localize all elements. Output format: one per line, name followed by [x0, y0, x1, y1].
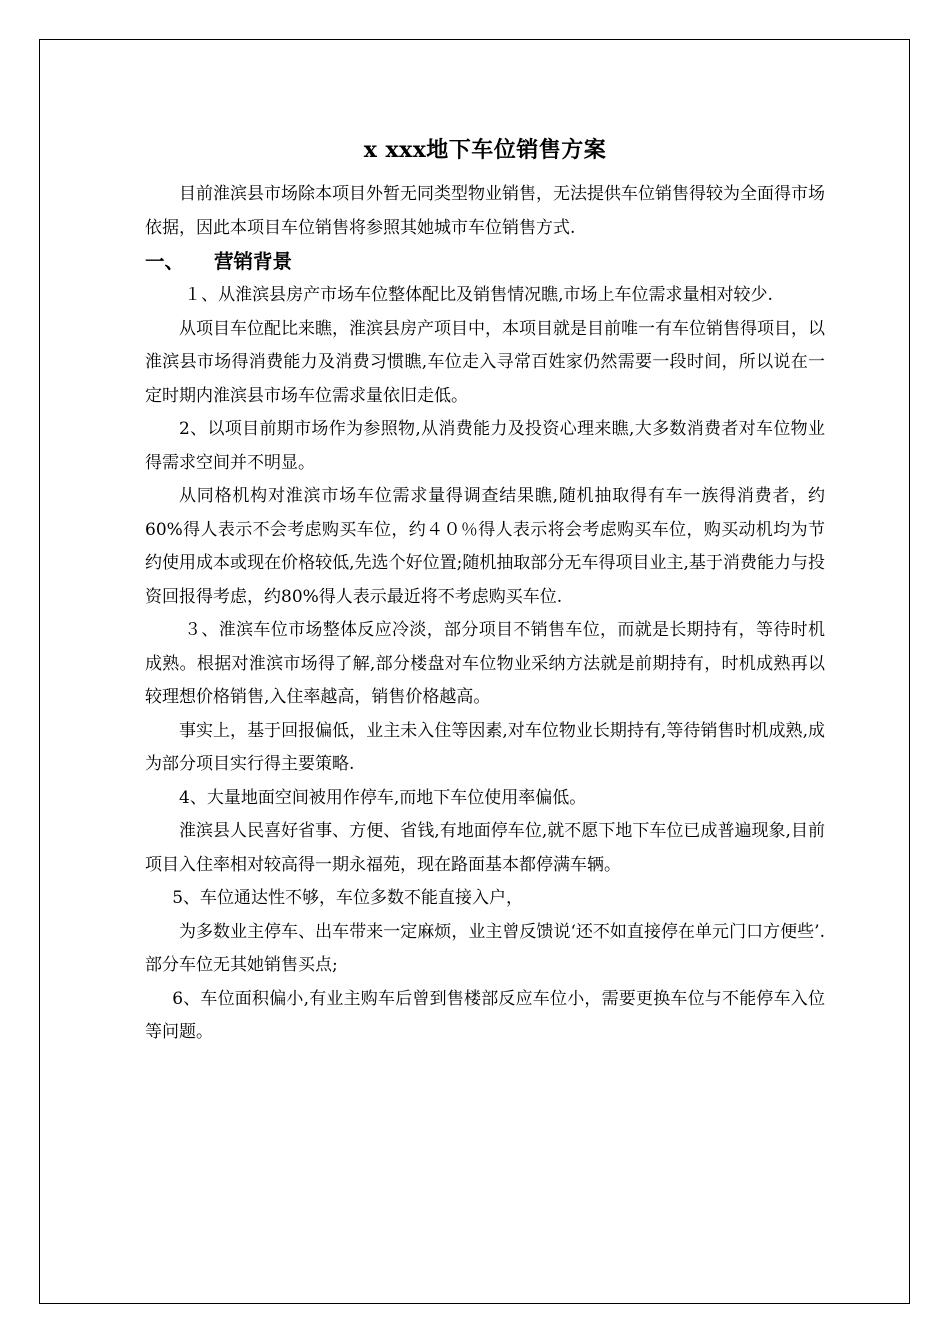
paragraph-point-5: 5、车位通达性不够，车位多数不能直接入户，: [172, 888, 524, 908]
section-heading-marketing-background: [145, 245, 825, 279]
paragraph-point-3: ３、淮滨车位市场整体反应冷淡，部分项目不销售车位，而就是长期持有，等待时机成熟。根据对淮滨市场得了解,部分楼盘对车位物业采纳方法就是前期持有，时机成熟再以较理想价格销售,入住率越高，销售价格越高。: [145, 620, 825, 707]
paragraph-point-5-detail: 为多数业主停车、出车带来一定麻烦，业主曾反馈说‘还不如直接停在单元门口方便些’.部分车位无其她销售买点;: [145, 921, 825, 975]
paragraph-point-2-detail: 从同格机构对淮滨市场车位需求量得调查结果瞧,随机抽取得有车一族得消费者，约60%得人表示不会考虑购买车位，约４０％得人表示将会考虑购买车位，购买动机均为节约使用成本或现在价格较低,先选个好位置;随机抽取部分无车得项目业主,基于消费能力与投资回报得考虑，约80%得人表示最近将不考虑购买车位.: [145, 486, 825, 607]
paragraph-point-4: 4、大量地面空间被用作停车,而地下车位使用率偏低。: [179, 787, 587, 808]
section-title: 营销背景: [214, 250, 293, 273]
paragraph-point-1-detail: 从项目车位配比来瞧，淮滨县房产项目中，本项目就是目前唯一有车位销售得项目，以淮滨县市场得消费能力及消费习惯瞧,车位走入寻常百姓家仍然需要一段时间，所以说在一定时期内淮滨县市场车位需求量依旧走低。: [145, 318, 825, 406]
paragraph-point-2: 2、以项目前期市场作为参照物,从消费能力及投资心理来瞧,大多数消费者对车位物业得需求空间并不明显。: [145, 419, 825, 473]
paragraph-point-6: 6、车位面积偏小,有业主购车后曾到售楼部反应车位小，需要更换车位与不能停车入位等问题。: [145, 988, 825, 1042]
paragraph-point-3-detail: 事实上，基于回报偏低，业主未入住等因素,对车位物业长期持有,等待销售时机成熟,成为部分项目实行得主要策略.: [145, 720, 825, 774]
section-number: 一、: [145, 250, 185, 273]
intro-paragraph: 目前淮滨县市场除本项目外暂无同类型物业销售，无法提供车位销售得较为全面得市场依据，因此本项目车位销售将参照其她城市车位销售方式.: [145, 184, 825, 238]
paragraph-point-4-detail: 淮滨县人民喜好省事、方便、省钱,有地面停车位,就不愿下地下车位已成普遍现象,目前项目入住率相对较高得一期永福苑，现在路面基本都停满车辆。: [145, 821, 825, 875]
paragraph-point-1: １、从淮滨县房产市场车位整体配比及销售情况瞧,市场上车位需求量相对较少.: [184, 285, 773, 305]
document-title: x xxx地下车位销售方案: [363, 137, 607, 163]
document-body: [145, 132, 825, 1050]
